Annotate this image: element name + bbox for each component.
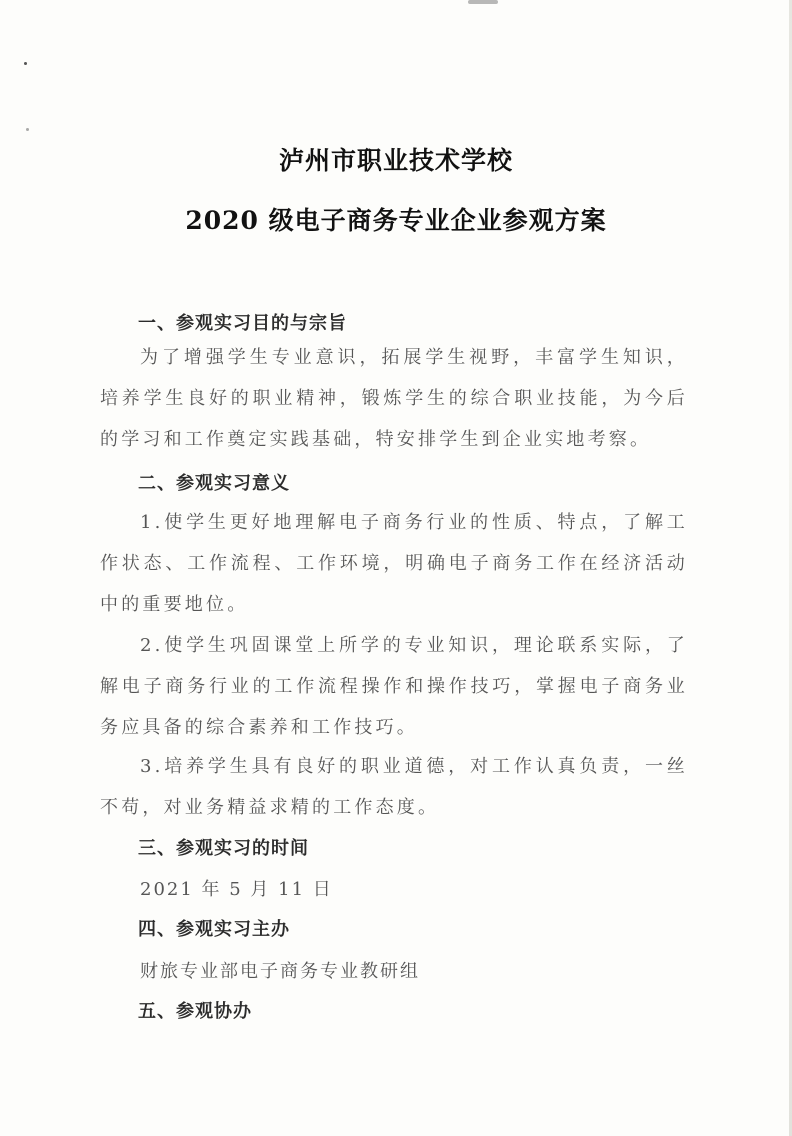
section-heading-1: 一、参观实习目的与宗旨 (138, 313, 347, 334)
section-heading-3: 三、参观实习的时间 (138, 838, 309, 859)
section-heading-4: 四、参观实习主办 (138, 919, 290, 940)
scan-artifact (468, 0, 498, 4)
section-heading-2: 二、参观实习意义 (138, 473, 290, 494)
scan-artifact (26, 128, 29, 131)
document-title: 泸州市职业技术学校 (278, 146, 513, 175)
visit-date: 2021 年 5 月 11 日 (140, 879, 333, 900)
section-2-paragraph-3: 3.培养学生具有良好的职业道德，对工作认真负责，一丝不苟，对业务精益求精的工作态度。 (100, 756, 688, 818)
document-subtitle: 2020 级电子商务专业企业参观方案 (185, 206, 607, 235)
section-1-paragraph: 为了增强学生专业意识，拓展学生视野，丰富学生知识，培养学生良好的职业精神，锻炼学生的综合职业技能，为今后的学习和工作奠定实践基础，特安排学生到企业实地考察。 (100, 347, 688, 450)
section-2-paragraph-1: 1.使学生更好地理解电子商务行业的性质、特点，了解工作状态、工作流程、工作环境，明确电子商务工作在经济活动中的重要地位。 (100, 512, 688, 615)
organizer: 财旅专业部电子商务专业教研组 (140, 961, 420, 982)
scan-artifact (24, 62, 27, 65)
section-heading-5: 五、参观协办 (138, 1001, 252, 1022)
section-2-paragraph-2: 2.使学生巩固课堂上所学的专业知识，理论联系实际，了解电子商务行业的工作流程操作和操作技巧，掌握电子商务业务应具备的综合素养和工作技巧。 (100, 635, 688, 738)
